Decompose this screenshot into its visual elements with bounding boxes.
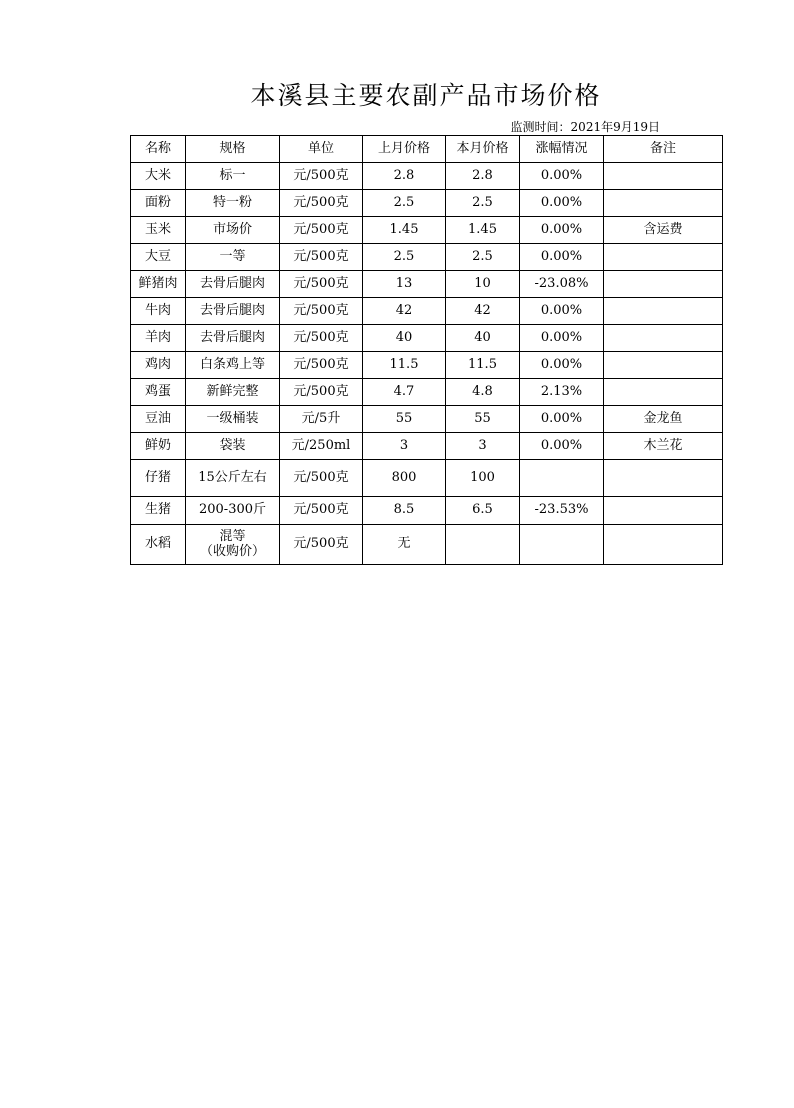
- cell-last-price: 13: [363, 271, 446, 298]
- cell-change: 2.13%: [520, 379, 604, 406]
- cell-note: 木兰花: [604, 433, 723, 460]
- cell-last-price: 40: [363, 325, 446, 352]
- cell-last-price: 55: [363, 406, 446, 433]
- cell-note: [604, 525, 723, 565]
- cell-note: [604, 325, 723, 352]
- cell-note: [604, 190, 723, 217]
- cell-spec: 15公斤左右: [186, 460, 280, 497]
- cell-current-price: 2.8: [446, 163, 520, 190]
- cell-name: 鲜奶: [131, 433, 186, 460]
- cell-current-price: 40: [446, 325, 520, 352]
- cell-unit: 元/500克: [280, 190, 363, 217]
- table-row: [131, 271, 723, 298]
- cell-unit: 元/500克: [280, 163, 363, 190]
- cell-name: 玉米: [131, 217, 186, 244]
- cell-note: [604, 460, 723, 497]
- cell-unit: 元/500克: [280, 271, 363, 298]
- cell-unit: 元/500克: [280, 298, 363, 325]
- cell-unit: 元/500克: [280, 244, 363, 271]
- cell-spec: 去骨后腿肉: [186, 271, 280, 298]
- cell-last-price: 3: [363, 433, 446, 460]
- cell-last-price: 无: [363, 525, 446, 565]
- cell-change: 0.00%: [520, 406, 604, 433]
- table-header-row: [131, 136, 723, 163]
- cell-unit: 元/500克: [280, 379, 363, 406]
- cell-last-price: 8.5: [363, 497, 446, 525]
- cell-change: 0.00%: [520, 217, 604, 244]
- cell-spec: 200-300斤: [186, 497, 280, 525]
- cell-current-price: 1.45: [446, 217, 520, 244]
- table-row: [131, 525, 723, 565]
- cell-name: 豆油: [131, 406, 186, 433]
- cell-spec-line2: （收购价）: [199, 543, 265, 559]
- cell-note: 含运费: [604, 217, 723, 244]
- cell-unit: 元/250ml: [280, 433, 363, 460]
- cell-last-price: 2.5: [363, 190, 446, 217]
- cell-spec: 去骨后腿肉: [186, 325, 280, 352]
- header-spec: 规格: [186, 136, 280, 163]
- cell-last-price: 11.5: [363, 352, 446, 379]
- table-row: [131, 497, 723, 525]
- cell-name: 鲜猪肉: [131, 271, 186, 298]
- cell-unit: 元/5升: [280, 406, 363, 433]
- cell-name: 水稻: [131, 525, 186, 565]
- cell-note: [604, 379, 723, 406]
- cell-change: 0.00%: [520, 163, 604, 190]
- cell-note: [604, 497, 723, 525]
- cell-name: 鸡蛋: [131, 379, 186, 406]
- cell-current-price: 11.5: [446, 352, 520, 379]
- cell-spec: 特一粉: [186, 190, 280, 217]
- cell-last-price: 1.45: [363, 217, 446, 244]
- table-row: [131, 379, 723, 406]
- cell-spec-line1: 混等: [219, 529, 246, 545]
- cell-spec: [186, 525, 280, 565]
- cell-last-price: 4.7: [363, 379, 446, 406]
- cell-spec: 市场价: [186, 217, 280, 244]
- cell-current-price: 3: [446, 433, 520, 460]
- cell-current-price: 42: [446, 298, 520, 325]
- table-row: [131, 244, 723, 271]
- price-table: [130, 135, 723, 565]
- table-row: [131, 460, 723, 497]
- cell-current-price: 4.8: [446, 379, 520, 406]
- table-row: [131, 352, 723, 379]
- cell-last-price: 800: [363, 460, 446, 497]
- cell-spec: 去骨后腿肉: [186, 298, 280, 325]
- cell-name: 大豆: [131, 244, 186, 271]
- cell-name: 牛肉: [131, 298, 186, 325]
- cell-unit: 元/500克: [280, 460, 363, 497]
- cell-change: 0.00%: [520, 244, 604, 271]
- cell-note: 金龙鱼: [604, 406, 723, 433]
- cell-change: [520, 460, 604, 497]
- cell-spec: 标一: [186, 163, 280, 190]
- cell-spec: 一等: [186, 244, 280, 271]
- monitor-time: 监测时间：2021年9月19日: [510, 120, 660, 134]
- cell-last-price: 2.8: [363, 163, 446, 190]
- cell-spec: 一级桶装: [186, 406, 280, 433]
- cell-current-price: 10: [446, 271, 520, 298]
- cell-name: 大米: [131, 163, 186, 190]
- cell-note: [604, 244, 723, 271]
- cell-unit: 元/500克: [280, 497, 363, 525]
- cell-change: -23.53%: [520, 497, 604, 525]
- cell-current-price: 55: [446, 406, 520, 433]
- cell-current-price: [446, 525, 520, 565]
- cell-name: 面粉: [131, 190, 186, 217]
- table-row: [131, 163, 723, 190]
- cell-last-price: 42: [363, 298, 446, 325]
- header-unit: 单位: [280, 136, 363, 163]
- cell-spec: 白条鸡上等: [186, 352, 280, 379]
- cell-current-price: 100: [446, 460, 520, 497]
- table-row: [131, 406, 723, 433]
- header-name: 名称: [131, 136, 186, 163]
- cell-note: [604, 352, 723, 379]
- cell-name: 鸡肉: [131, 352, 186, 379]
- table-row: [131, 217, 723, 244]
- cell-change: 0.00%: [520, 433, 604, 460]
- cell-current-price: 6.5: [446, 497, 520, 525]
- header-this-month: 本月价格: [446, 136, 520, 163]
- table-row: [131, 433, 723, 460]
- table-row: [131, 298, 723, 325]
- header-change: 涨幅情况: [520, 136, 604, 163]
- cell-change: 0.00%: [520, 298, 604, 325]
- cell-name: 羊肉: [131, 325, 186, 352]
- cell-change: 0.00%: [520, 190, 604, 217]
- cell-unit: 元/500克: [280, 217, 363, 244]
- cell-spec: 袋装: [186, 433, 280, 460]
- cell-last-price: 2.5: [363, 244, 446, 271]
- cell-note: [604, 271, 723, 298]
- cell-current-price: 2.5: [446, 244, 520, 271]
- cell-spec: 新鲜完整: [186, 379, 280, 406]
- table-row: [131, 325, 723, 352]
- cell-note: [604, 163, 723, 190]
- cell-name: 生猪: [131, 497, 186, 525]
- cell-name: 仔猪: [131, 460, 186, 497]
- header-note: 备注: [604, 136, 723, 163]
- header-last-month: 上月价格: [363, 136, 446, 163]
- cell-unit: 元/500克: [280, 352, 363, 379]
- page-title: 本溪县主要农副产品市场价格: [250, 81, 602, 110]
- cell-unit: 元/500克: [280, 325, 363, 352]
- table-row: [131, 190, 723, 217]
- cell-change: 0.00%: [520, 352, 604, 379]
- cell-current-price: 2.5: [446, 190, 520, 217]
- cell-change: [520, 525, 604, 565]
- cell-change: 0.00%: [520, 325, 604, 352]
- cell-note: [604, 298, 723, 325]
- cell-change: -23.08%: [520, 271, 604, 298]
- cell-unit: 元/500克: [280, 525, 363, 565]
